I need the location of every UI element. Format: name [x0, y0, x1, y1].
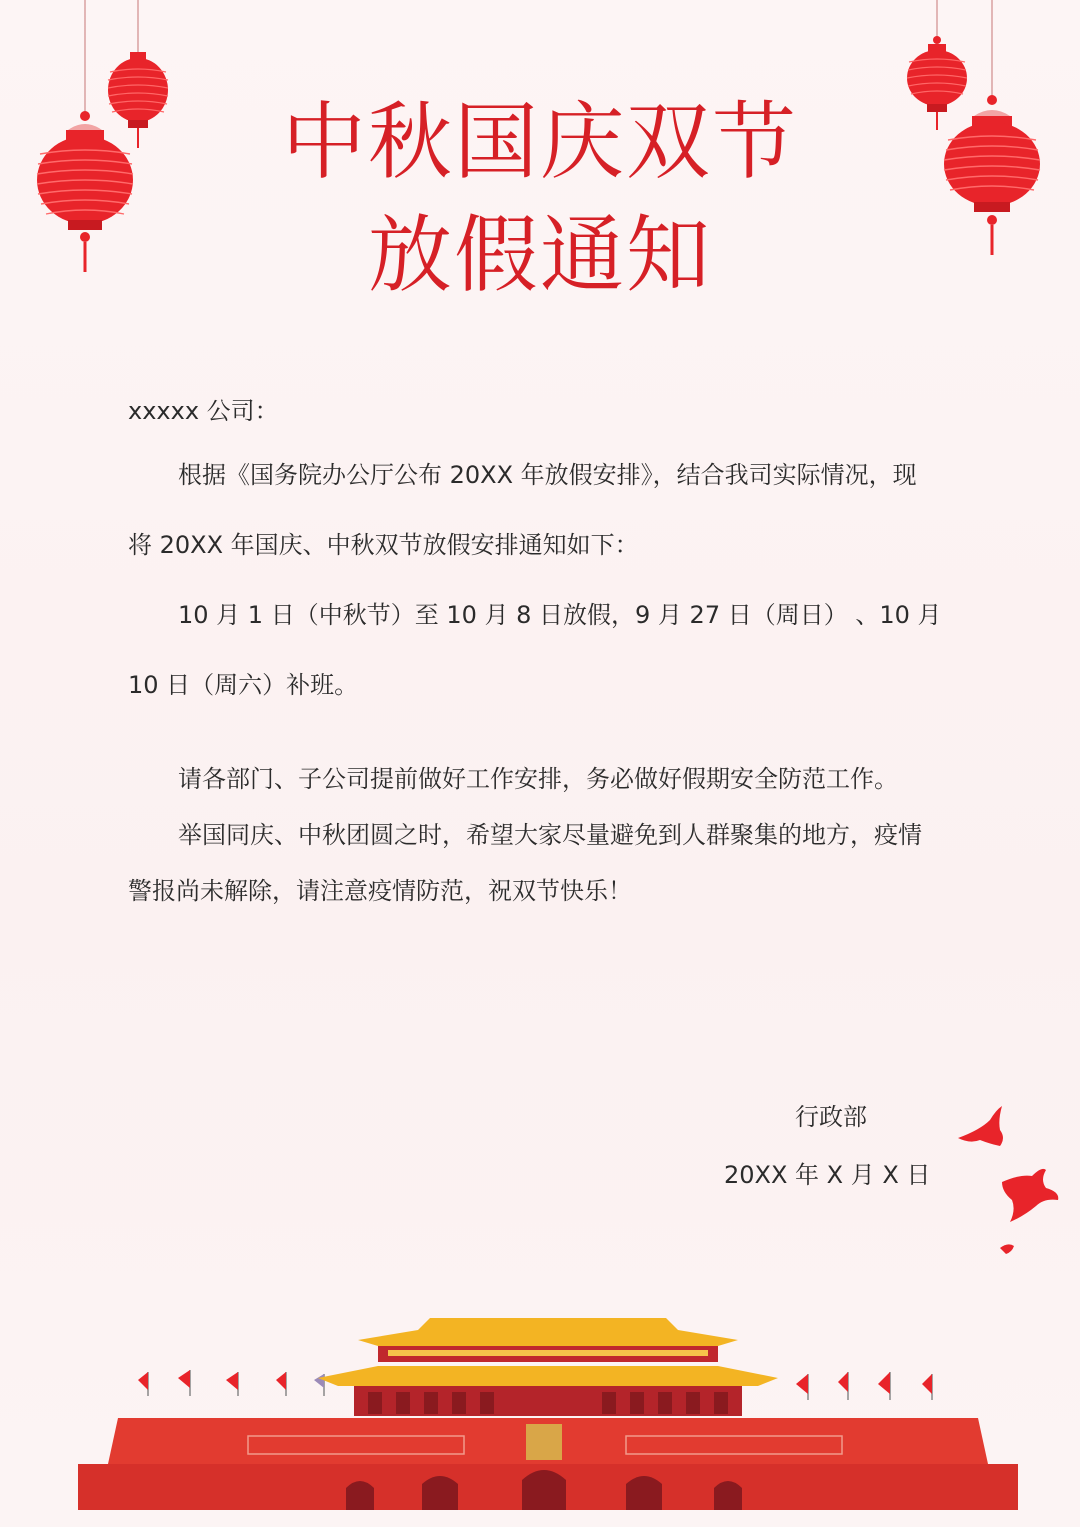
page-title-line-1: 中秋国庆双节 — [281, 93, 798, 191]
paragraph-2-line-2: 10 日（周六）补班。 — [128, 671, 359, 699]
paragraph-2-line-1: 10 月 1 日（中秋节）至 10 月 8 日放假，9 月 27 日（周日） 、10 月 — [178, 601, 942, 629]
paragraph-3: 请各部门、子公司提前做好工作安排，务必做好假期安全防范工作。 — [178, 765, 898, 793]
flag-icon — [796, 1372, 932, 1400]
greeting-line: xxxxx 公司： — [128, 397, 279, 425]
flag-icon — [138, 1370, 324, 1396]
page-title-line-2: 放假通知 — [367, 206, 712, 304]
tiananmen-gate-illustration — [78, 1300, 1018, 1510]
signature-department: 行政部 — [795, 1103, 867, 1131]
paragraph-1-line-1: 根据《国务院办公厅公布 20XX 年放假安排》，结合我司实际情况，现 — [178, 461, 917, 489]
paragraph-4-line-2: 警报尚未解除，请注意疫情防范，祝双节快乐！ — [128, 877, 632, 905]
signature-date: 20XX 年 X 月 X 日 — [724, 1161, 931, 1189]
paragraph-4-line-1: 举国同庆、中秋团圆之时，希望大家尽量避免到人群聚集的地方，疫情 — [178, 821, 922, 849]
paragraph-1-line-2: 将 20XX 年国庆、中秋双节放假安排通知如下： — [128, 531, 639, 559]
dove-icon — [950, 1100, 1070, 1270]
